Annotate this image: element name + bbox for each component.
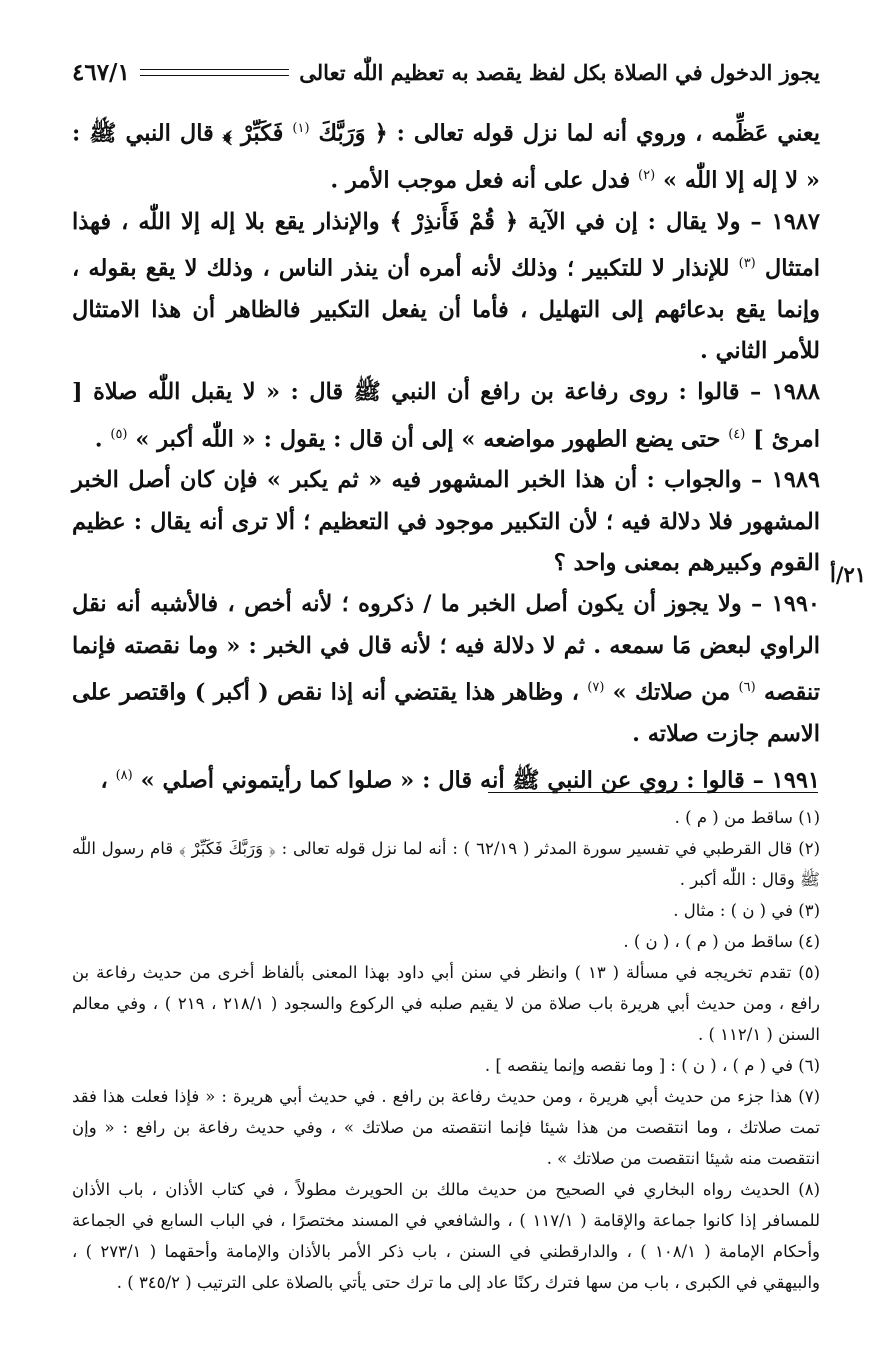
text-segment: يعني عَظِّمه ، وروي أنه لما نزل قوله تعالى : ﴿ وَرَبَّكَ: [309, 120, 820, 147]
text-segment: – ولا يجوز أن يكون أصل الخبر ما / ذكروه ؛ لأنه أخص ، فالأشبه أنه نقل الراوي لبعض مَا سمعه . ثم لا دلالة فيه ؛ لأنه قال في الخبر : « وما نقصته فإنما تنقصه: [72, 591, 820, 706]
issue-number: ١٩٨٨: [771, 379, 820, 406]
issue-number: ١٩٨٧: [771, 208, 820, 235]
text-segment: – والجواب : أن هذا الخبر المشهور فيه « ثم يكبر » فإن كان أصل الخبر المشهور فلا دلالة فيه ؛ لأن التكبير موجود في التعظيم ؛ ألا ترى أنه يقال : عظيم القوم وكبيرهم بمعنى واحد ؟: [72, 467, 820, 576]
text-segment: للإنذار لا للتكبير ؛ وذلك لأنه أمره أن ينذر الناس ، وذلك لا يقع بقوله ، وإنما يقع بدعائهم إلى التهليل ، فأما أن يفعل التكبير فالظاهر أن هذا الامتثال للأمر الثاني .: [72, 255, 820, 364]
footnote-4: (٤) ساقط من ( م ) ، ( ن ) .: [623, 932, 820, 951]
main-text: [72, 108, 820, 802]
footnote-ref: (٤): [728, 426, 746, 442]
text-segment: .: [94, 426, 111, 453]
text-segment: – ولا يقال : إن في الآية ﴿ قُمْ فَأَنذِرْ ﴾ والإنذار يقع بلا إله إلا اللّٰه ، فهذا امتثال: [72, 208, 821, 282]
text-segment: فَكَبِّرْ ﴾ قال النبي ﷺ : « لا إله إلا اللّٰه »: [72, 120, 820, 194]
footnote-ref: (٨): [115, 767, 133, 783]
text-segment: حتى يضع الطهور مواضعه » إلى أن قال : يقول : « اللّٰه أكبر »: [127, 426, 729, 453]
paragraph-1990: [72, 584, 820, 755]
footnote-2: (٢) قال القرطبي في تفسير سورة المدثر ( ٦٢/١٩ ) : أنه لما نزل قوله تعالى : ﴿ وَرَبَّكَ فَكَبِّرْ ﴾ قام رسول اللّٰه ﷺ وقال : اللّٰه أكبر .: [72, 839, 820, 889]
paragraph-1991: [72, 755, 820, 802]
footnote-3: (٣) في ( ن ) : مثال .: [673, 901, 820, 920]
issue-number: ١٩٩١: [771, 767, 820, 794]
text-segment: فدل على أنه فعل موجب الأمر .: [330, 167, 639, 194]
footnote-ref: (٥): [110, 426, 128, 442]
margin-folio-note: ٢١/أ: [830, 562, 867, 587]
paragraph-intro: [72, 108, 820, 202]
footnote-1: (١) ساقط من ( م ) .: [674, 808, 820, 827]
issue-number: ١٩٨٩: [771, 467, 820, 494]
footnote-ref: (٦): [738, 679, 756, 695]
footnote-6: (٦) في ( م ) ، ( ن ) : [ وما نقصه وإنما ينقصه ] .: [484, 1056, 820, 1075]
paragraph-1988: [72, 372, 820, 460]
footnote-5: (٥) تقدم تخريجه في مسألة ( ١٣ ) وانظر في سنن أبي داود بهذا المعنى بألفاظ أخرى من حديث رفاعة بن رافع ، ومن حديث أبي هريرة باب صلاة من لا يقيم صلبه في الركوع والسجود ( ٢١٨/١ ، ٢١٩ ) ، وفي معالم السنن ( ١١٢/١ ) .: [72, 963, 821, 1044]
footnotes: [72, 802, 820, 1298]
running-header: [72, 52, 820, 92]
page-number: ٤٦٧/١: [72, 58, 130, 86]
footnote-ref: (٧): [587, 679, 605, 695]
footnote-7: (٧) هذا جزء من حديث أبي هريرة ، ومن حديث رفاعة بن رافع . في حديث أبي هريرة : « فإذا فعلت هذا فقد تمت صلاتك ، وما انتقصت من هذا شيئا فإنما انتقصته من صلاتك » ، وفي حديث رفاعة بن رافع : « وإن انتقصت منه شيئا انتقصت من صلاتك » .: [72, 1087, 820, 1168]
issue-number: ١٩٩٠: [771, 591, 820, 618]
text-segment: – قالوا : روي عن النبي ﷺ أنه قال : « صلوا كما رأيتموني أصلي »: [132, 767, 772, 794]
footnote-separator: [488, 792, 818, 793]
footnote-8: (٨) الحديث رواه البخاري في الصحيح من حديث مالك بن الحويرث مطولاً ، في كتاب الأذان ، باب الأذان للمسافر إذا كانوا جماعة والإقامة ( ١١٧/١ ) ، والشافعي في المسند مختصرًا ، في الباب السابع في الجماعة وأحكام الإمامة ( ١٠٨/١ ) ، والدارقطني في السنن ، باب ذكر الأمر بالأذان والإمامة وأحقهما ( ٢٧٣/١ ) ، والبيهقي في الكبرى ، باب من سها فترك ركنًا عاد إلى ما ترك حتى يأتي بالصلاة على الترتيب ( ٣٤٥/٢ ) .: [72, 1180, 820, 1292]
text-segment: ، وظاهر هذا يقتضي أنه إذا نقص ( أكبر ) واقتصر على الاسم جازت صلاته .: [72, 679, 820, 747]
footnote-ref: (٣): [738, 255, 756, 271]
footnote-ref: (٢): [638, 167, 656, 183]
text-segment: – قالوا : روى رفاعة بن رافع أن النبي ﷺ قال : « لا يقبل اللّٰه صلاة [ امرئ ]: [72, 379, 820, 453]
paragraph-1989: [72, 460, 820, 584]
header-title: يجوز الدخول في الصلاة بكل لفظ يقصد به تعظيم اللّٰه تعالى: [299, 59, 820, 85]
text-segment: من صلاتك »: [604, 679, 739, 706]
text-segment: ،: [100, 767, 116, 794]
header-rule: [140, 69, 289, 76]
paragraph-1987: [72, 202, 820, 373]
footnote-ref: (١): [292, 121, 310, 136]
